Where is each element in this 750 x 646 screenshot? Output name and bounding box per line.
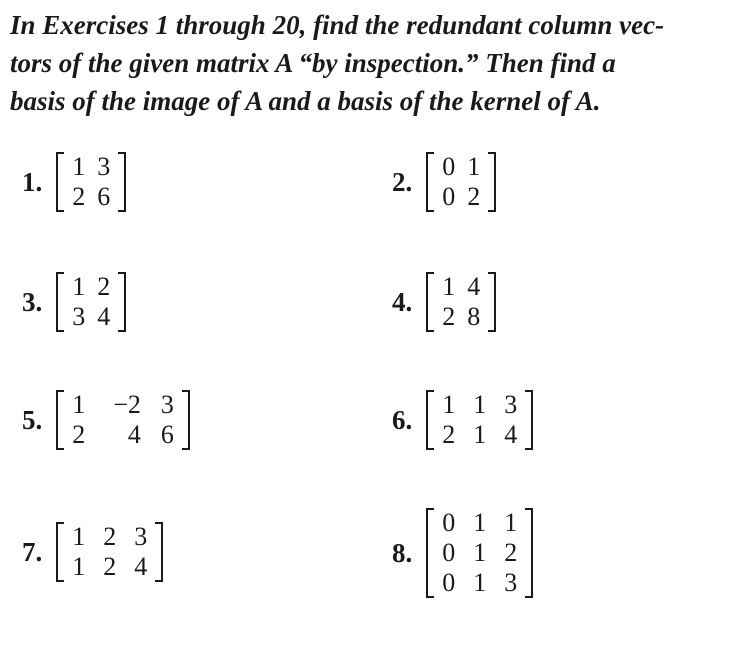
exercise-number: 1. (22, 166, 43, 197)
matrix (56, 272, 126, 332)
exercise-1 (22, 152, 126, 212)
matrix-entry: 4 (467, 272, 481, 301)
matrix-entry: 3 (72, 302, 86, 331)
matrix-entry: 3 (134, 522, 148, 551)
matrix-entry: 8 (467, 302, 481, 331)
matrix-entry: 0 (442, 508, 456, 537)
exercise-number: 8. (392, 537, 413, 568)
matrix-entry: 2 (442, 420, 456, 449)
exercise-number: 4. (392, 286, 413, 317)
matrix-entry: 1 (72, 152, 86, 181)
matrix (56, 522, 163, 582)
exercise-3 (22, 272, 126, 332)
matrix-entry: 1 (473, 538, 487, 567)
matrix-entry: 1 (72, 390, 86, 419)
matrix (426, 390, 533, 450)
matrix-entry: 2 (97, 272, 111, 301)
matrix-entry: 2 (103, 522, 117, 551)
matrix-entry: 4 (134, 552, 148, 581)
matrix-entry: 3 (504, 390, 518, 419)
exercise-number: 3. (22, 286, 43, 317)
matrix-entry: 0 (442, 568, 456, 597)
matrix-entry: 1 (72, 522, 86, 551)
matrix-entry: 4 (504, 420, 518, 449)
matrix-entry: 2 (72, 182, 86, 211)
matrix (426, 152, 496, 212)
matrix-entry: 3 (504, 568, 518, 597)
matrix (56, 152, 126, 212)
exercise-5 (22, 390, 190, 450)
matrix-entry: 0 (442, 182, 456, 211)
matrix-entry: 1 (442, 272, 456, 301)
matrix-entry: 3 (160, 390, 174, 419)
matrix-entry: 2 (103, 552, 117, 581)
matrix (56, 390, 190, 450)
matrix-entry: 1 (467, 152, 481, 181)
matrix-entry: 2 (442, 302, 456, 331)
matrix-entry: 0 (442, 538, 456, 567)
matrix-entry: 1 (72, 552, 86, 581)
instructions-line: In Exercises 1 through 20, find the redundant column vec- (10, 10, 665, 40)
matrix-entry: 3 (97, 152, 111, 181)
matrix-entry: 1 (504, 508, 518, 537)
instructions-line: tors of the given matrix A “by inspection.” Then find a (10, 48, 616, 78)
matrix-entry: 1 (473, 420, 487, 449)
exercise-number: 2. (392, 166, 413, 197)
matrix-entry: 1 (473, 508, 487, 537)
exercise-4 (392, 272, 496, 332)
matrix-entry: 2 (467, 182, 481, 211)
matrix-entry: 1 (473, 390, 487, 419)
matrix-entry: 4 (127, 420, 141, 449)
instructions-line: basis of the image of A and a basis of the kernel of A. (10, 86, 601, 116)
matrix (426, 272, 496, 332)
exercise-number: 5. (22, 404, 43, 435)
exercise-7 (22, 522, 163, 582)
matrix-entry: 6 (97, 182, 111, 211)
matrix-entry: 1 (442, 390, 456, 419)
matrix-entry: 4 (97, 302, 111, 331)
exercise-6 (392, 390, 533, 450)
exercise-2 (392, 152, 496, 212)
matrix-entry: 0 (442, 152, 456, 181)
matrix-entry: 1 (72, 272, 86, 301)
matrix-entry: 2 (72, 420, 86, 449)
matrix (426, 508, 533, 598)
matrix-entry: 2 (504, 538, 518, 567)
instructions (10, 6, 740, 120)
exercise-number: 7. (22, 536, 43, 567)
exercise-8 (392, 508, 533, 598)
matrix-entry: 1 (473, 568, 487, 597)
exercise-number: 6. (392, 404, 413, 435)
matrix-entry: −2 (113, 390, 141, 419)
matrix-entry: 6 (160, 420, 174, 449)
